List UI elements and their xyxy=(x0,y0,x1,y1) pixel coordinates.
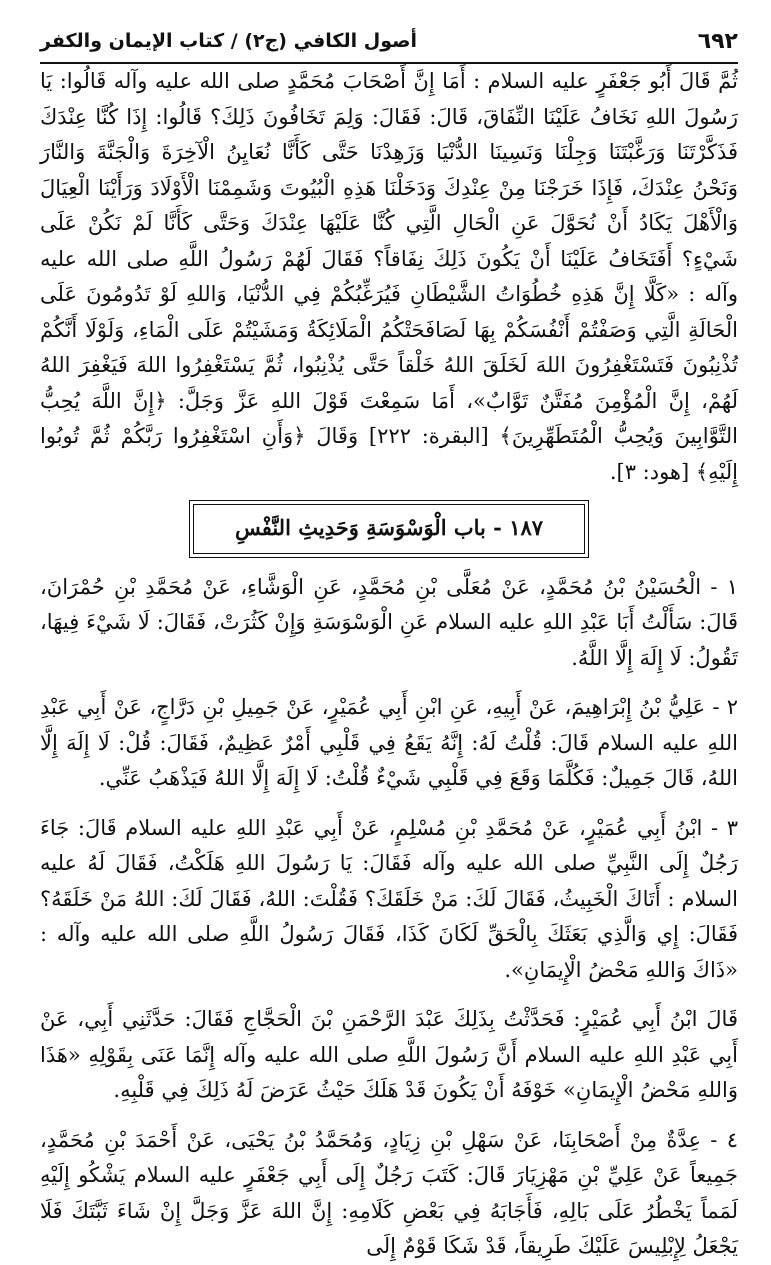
hadith-3-addendum: قَالَ ابْنُ أَبِي عُمَيْرٍ: فَحَدَّثْتُ بِذَلِكَ عَبْدَ الرَّحْمَنِ بْنَ الْحَجَّاجِ فَقَالَ: حَدَّثَنِي أَبِي، عَنْ أَبِي عَبْدِ اللهِ عليه السلام أَنَّ رَسُولَ اللَّهِ صلى الله عليه وآله إِنَّمَا عَنَى بِقَوْلِهِ «هَذَا وَاللهِ مَحْضُ الْإِيمَانِ» خَوْفَهُ أَنْ يَكُونَ قَدْ هَلَكَ حَيْثُ عَرَضَ لَهُ ذَلِكَ فِي قَلْبِهِ. xyxy=(40,1007,738,1102)
running-title: أصول الكافي (ج٢) / كتاب الإيمان والكفر xyxy=(40,30,417,52)
hadith-1: ١ - الْحُسَيْنُ بْنُ مُحَمَّدٍ، عَنْ مُعَلَّى بْنِ مُحَمَّدٍ، عَنِ الْوَشَّاءِ، عَنْ مُحَمَّدِ بْنِ حُمْرَانَ، قَالَ: سَأَلْتُ أَبَا عَبْدِ اللهِ عليه السلام عَنِ الْوَسْوَسَةِ وَإِنْ كَثُرَتْ، فَقَالَ: لَا شَيْءَ فِيهَا، تَقُولُ: لَا إِلَهَ إِلَّا اللَّهُ. xyxy=(40,574,738,670)
page-body xyxy=(40,64,738,1265)
intro-paragraph: ثُمَّ قَالَ أَبُو جَعْفَرٍ عليه السلام : أَمَا إِنَّ أَصْحَابَ مُحَمَّدٍ صلى الله عليه وآله قَالُوا: يَا رَسُولَ اللهِ نَخَافُ عَلَيْنَا النِّفَاقَ، قَالَ: فَقَالَ: وَلِمَ تَخَافُونَ ذَلِكَ؟ قَالُوا: إِذَا كُنَّا عِنْدَكَ فَذَكَّرْتَنَا وَرَغَّبْتَنَا وَجِلْنَا وَنَسِينَا الدُّنْيَا وَزَهِدْنَا حَتَّى كَأَنَّا نُعَايِنُ الْآخِرَةَ وَالْجَنَّةَ وَالنَّارَ وَنَحْنُ عِنْدَكَ، فَإِذَا خَرَجْنَا مِنْ عِنْدِكَ وَدَخَلْنَا هَذِهِ الْبُيُوتَ وَشَمِمْنَا الْأَوْلَادَ وَرَأَيْنَا الْعِيَالَ وَالْأَهْلَ يَكَادُ أَنْ نُحَوَّلَ عَنِ الْحَالِ الَّتِي كُنَّا عَلَيْهَا عِنْدَكَ وَحَتَّى كَأَنَّا لَمْ نَكُنْ عَلَى شَيْءٍ؟ أَفَتَخَافُ عَلَيْنَا أَنْ يَكُونَ ذَلِكَ نِفَاقاً؟ فَقَالَ لَهُمْ رَسُولُ اللَّهِ صلى الله عليه وآله : «كَلَّا إِنَّ هَذِهِ خُطُوَاتُ الشَّيْطَانِ فَيُرَغِّبُكُمْ فِي الدُّنْيَا، وَاللهِ لَوْ تَدُومُونَ عَلَى الْحَالَةِ الَّتِي وَصَفْتُمْ أَنْفُسَكُمْ بِهَا لَصَافَحَتْكُمُ الْمَلَائِكَةُ وَمَشَيْتُمْ عَلَى الْمَاءِ، وَلَوْلَا أَنَّكُمْ تُذْنِبُونَ فَتَسْتَغْفِرُونَ اللهَ لَخَلَقَ اللهُ خَلْقاً حَتَّى يُذْنِبُوا، ثُمَّ يَسْتَغْفِرُوا اللهَ فَيَغْفِرَ اللهُ لَهُمْ، إِنَّ الْمُؤْمِنَ مُفَتَّنٌ تَوَّابٌ»، أَمَا سَمِعْتَ قَوْلَ اللهِ عَزَّ وَجَلَّ: ﴿إِنَّ اللَّهَ يُحِبُّ التَّوَّابِينَ وَيُحِبُّ الْمُتَطَهِّرِينَ﴾ [البقرة: ٢٢٢] وَقَالَ ﴿وَأَنِ اسْتَغْفِرُوا رَبَّكُمْ ثُمَّ تُوبُوا إِلَيْهِ﴾ [هود: ٣]. xyxy=(40,69,738,484)
chapter-title: ١٨٧ - باب الْوَسْوَسَةِ وَحَدِيثِ النَّفْسِ xyxy=(193,504,585,554)
page-header xyxy=(40,20,738,64)
book-page xyxy=(0,20,771,1258)
hadith-3: ٣ - ابْنُ أَبِي عُمَيْرٍ، عَنْ مُحَمَّدِ بْنِ مُسْلِمٍ، عَنْ أَبِي عَبْدِ اللهِ عليه السلام قَالَ: جَاءَ رَجُلٌ إِلَى النَّبِيِّ صلى الله عليه وآله فَقَالَ: يَا رَسُولَ اللهِ هَلَكْتُ، فَقَالَ لَهُ عليه السلام : أَتَاكَ الْخَبِيثُ، فَقَالَ لَكَ: مَنْ خَلَقَكَ؟ فَقُلْتَ: اللهُ، فَقَالَ لَكَ: اللهُ مَنْ خَلَقَهُ؟ فَقَالَ: إِي وَالَّذِي بَعَثَكَ بِالْحَقِّ لَكَانَ كَذَا، فَقَالَ رَسُولُ اللَّهِ صلى الله عليه وآله : «ذَاكَ وَاللهِ مَحْضُ الْإِيمَانِ». xyxy=(40,815,738,982)
page-number: ٦٩٢ xyxy=(697,28,738,54)
hadith-2: ٢ - عَلِيُّ بْنُ إِبْرَاهِيمَ، عَنْ أَبِيهِ، عَنِ ابْنِ أَبِي عُمَيْرٍ، عَنْ جَمِيلِ بْنِ دَرَّاجٍ، عَنْ أَبِي عَبْدِ اللهِ عليه السلام قَالَ: قُلْتُ لَهُ: إِنَّهُ يَقَعُ فِي قَلْبِي أَمْرٌ عَظِيمٌ، فَقَالَ: قُلْ: لَا إِلَهَ إِلَّا اللهُ، قَالَ جَمِيلٌ: فَكُلَّمَا وَقَعَ فِي قَلْبِي شَيْءٌ قُلْتُ: لَا إِلَهَ إِلَّا اللهُ فَيَذْهَبُ عَنِّي. xyxy=(40,695,739,790)
hadith-4: ٤ - عِدَّةٌ مِنْ أَصْحَابِنَا، عَنْ سَهْلِ بْنِ زِيَادٍ، وَمُحَمَّدُ بْنُ يَحْيَى، عَنْ أَحْمَدَ بْنِ مُحَمَّدٍ، جَمِيعاً عَنْ عَلِيِّ بْنِ مَهْزِيَارَ قَالَ: كَتَبَ رَجُلٌ إِلَى أَبِي جَعْفَرٍ عليه السلام يَشْكُو إِلَيْهِ لَمَماً يَخْطُرُ عَلَى بَالِهِ، فَأَجَابَهُ فِي بَعْضِ كَلَامِهِ: إِنَّ اللهَ عَزَّ وَجَلَّ إِنْ شَاءَ ثَبَّتَكَ فَلَا يَجْعَلُ لِإِبْلِيسَ عَلَيْكَ طَرِيقاً، قَدْ شَكَا قَوْمٌ إِلَى xyxy=(40,1127,738,1258)
